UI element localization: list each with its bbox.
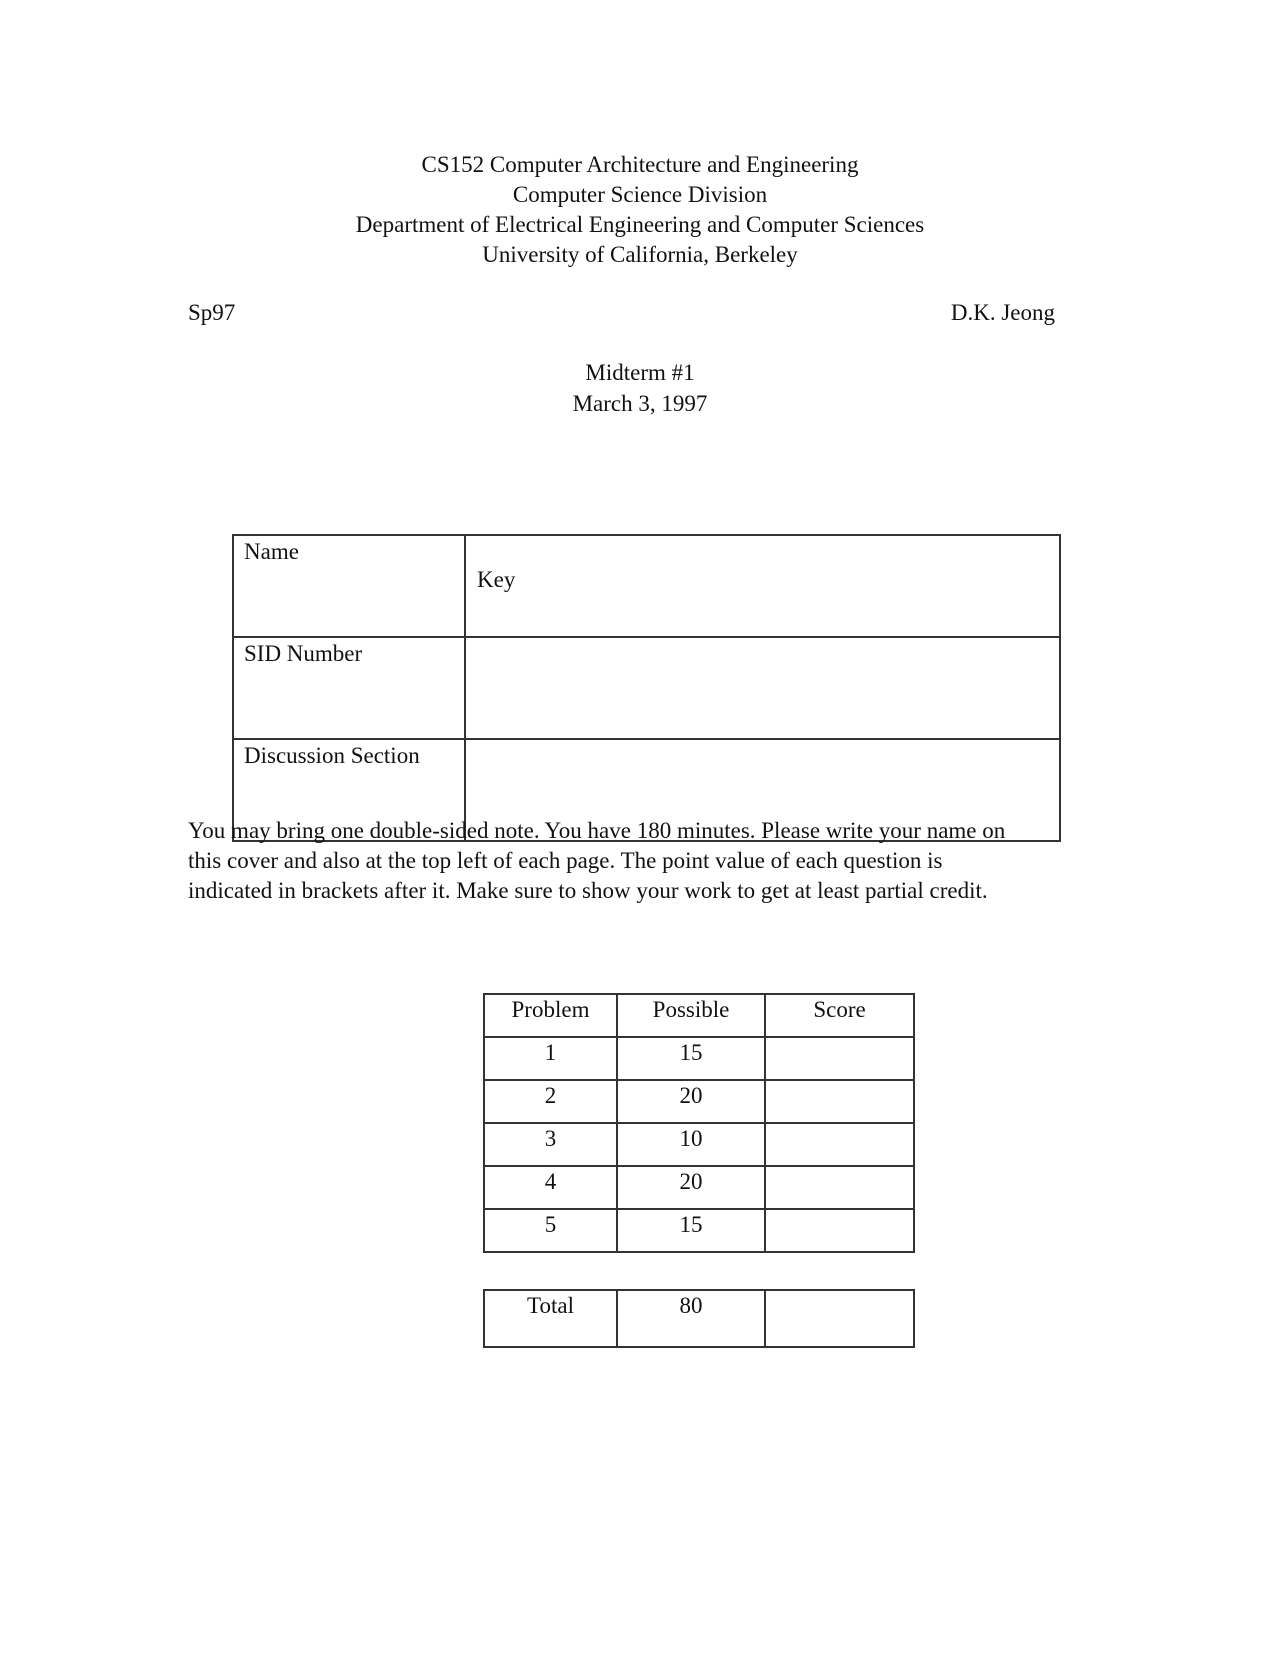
course-header xyxy=(0,150,1280,270)
exam-title: Midterm #1 xyxy=(585,360,695,385)
exam-date: March 3, 1997 xyxy=(572,391,708,416)
possible-points: 20 xyxy=(617,1080,765,1123)
instructions-line-3: indicated in brackets after it. Make sure to show your work to get at least partial credit. xyxy=(188,878,988,903)
total-score-cell[interactable] xyxy=(765,1290,914,1347)
problem-number: 3 xyxy=(484,1123,617,1166)
possible-points: 10 xyxy=(617,1123,765,1166)
score-cell[interactable] xyxy=(765,1080,914,1123)
table-row xyxy=(484,1080,914,1123)
score-cell[interactable] xyxy=(765,1209,914,1252)
section-label: Discussion Section xyxy=(233,739,465,841)
problem-number: 5 xyxy=(484,1209,617,1252)
exam-title-block xyxy=(0,357,1280,419)
score-cell[interactable] xyxy=(765,1166,914,1209)
total-row xyxy=(484,1290,914,1347)
total-label: Total xyxy=(484,1290,617,1347)
instructions-line-2: this cover and also at the top left of each page. The point value of each question is xyxy=(188,848,943,873)
table-row xyxy=(484,1166,914,1209)
exam-instructions xyxy=(188,816,1088,906)
header-possible: Possible xyxy=(617,994,765,1037)
header-problem: Problem xyxy=(484,994,617,1037)
total-table xyxy=(483,1289,915,1348)
possible-points: 15 xyxy=(617,1037,765,1080)
instructor-name: D.K. Jeong xyxy=(950,300,1055,325)
sid-label: SID Number xyxy=(233,637,465,739)
name-row xyxy=(233,535,1060,637)
table-row xyxy=(484,1123,914,1166)
score-table xyxy=(483,993,915,1253)
total-possible: 80 xyxy=(617,1290,765,1347)
division-name: Computer Science Division xyxy=(512,182,768,207)
sid-field[interactable] xyxy=(465,637,1060,739)
table-row xyxy=(484,1037,914,1080)
term-label: Sp97 xyxy=(188,300,236,325)
name-label: Name xyxy=(233,535,465,637)
student-info-table xyxy=(232,534,1061,842)
score-cell[interactable] xyxy=(765,1037,914,1080)
possible-points: 20 xyxy=(617,1166,765,1209)
problem-number: 1 xyxy=(484,1037,617,1080)
department-name: Department of Electrical Engineering and Computer Sciences xyxy=(355,212,925,237)
problem-number: 4 xyxy=(484,1166,617,1209)
sid-row xyxy=(233,637,1060,739)
course-title: CS152 Computer Architecture and Engineering xyxy=(421,152,859,177)
university-name: University of California, Berkeley xyxy=(482,242,798,267)
instructions-line-1: You may bring one double-sided note. You have 180 minutes. Please write your name on xyxy=(188,818,1006,843)
problem-number: 2 xyxy=(484,1080,617,1123)
score-cell[interactable] xyxy=(765,1123,914,1166)
table-row xyxy=(484,1209,914,1252)
name-field[interactable]: Key xyxy=(465,535,1060,637)
score-table-header xyxy=(484,994,914,1037)
possible-points: 15 xyxy=(617,1209,765,1252)
header-score: Score xyxy=(765,994,914,1037)
